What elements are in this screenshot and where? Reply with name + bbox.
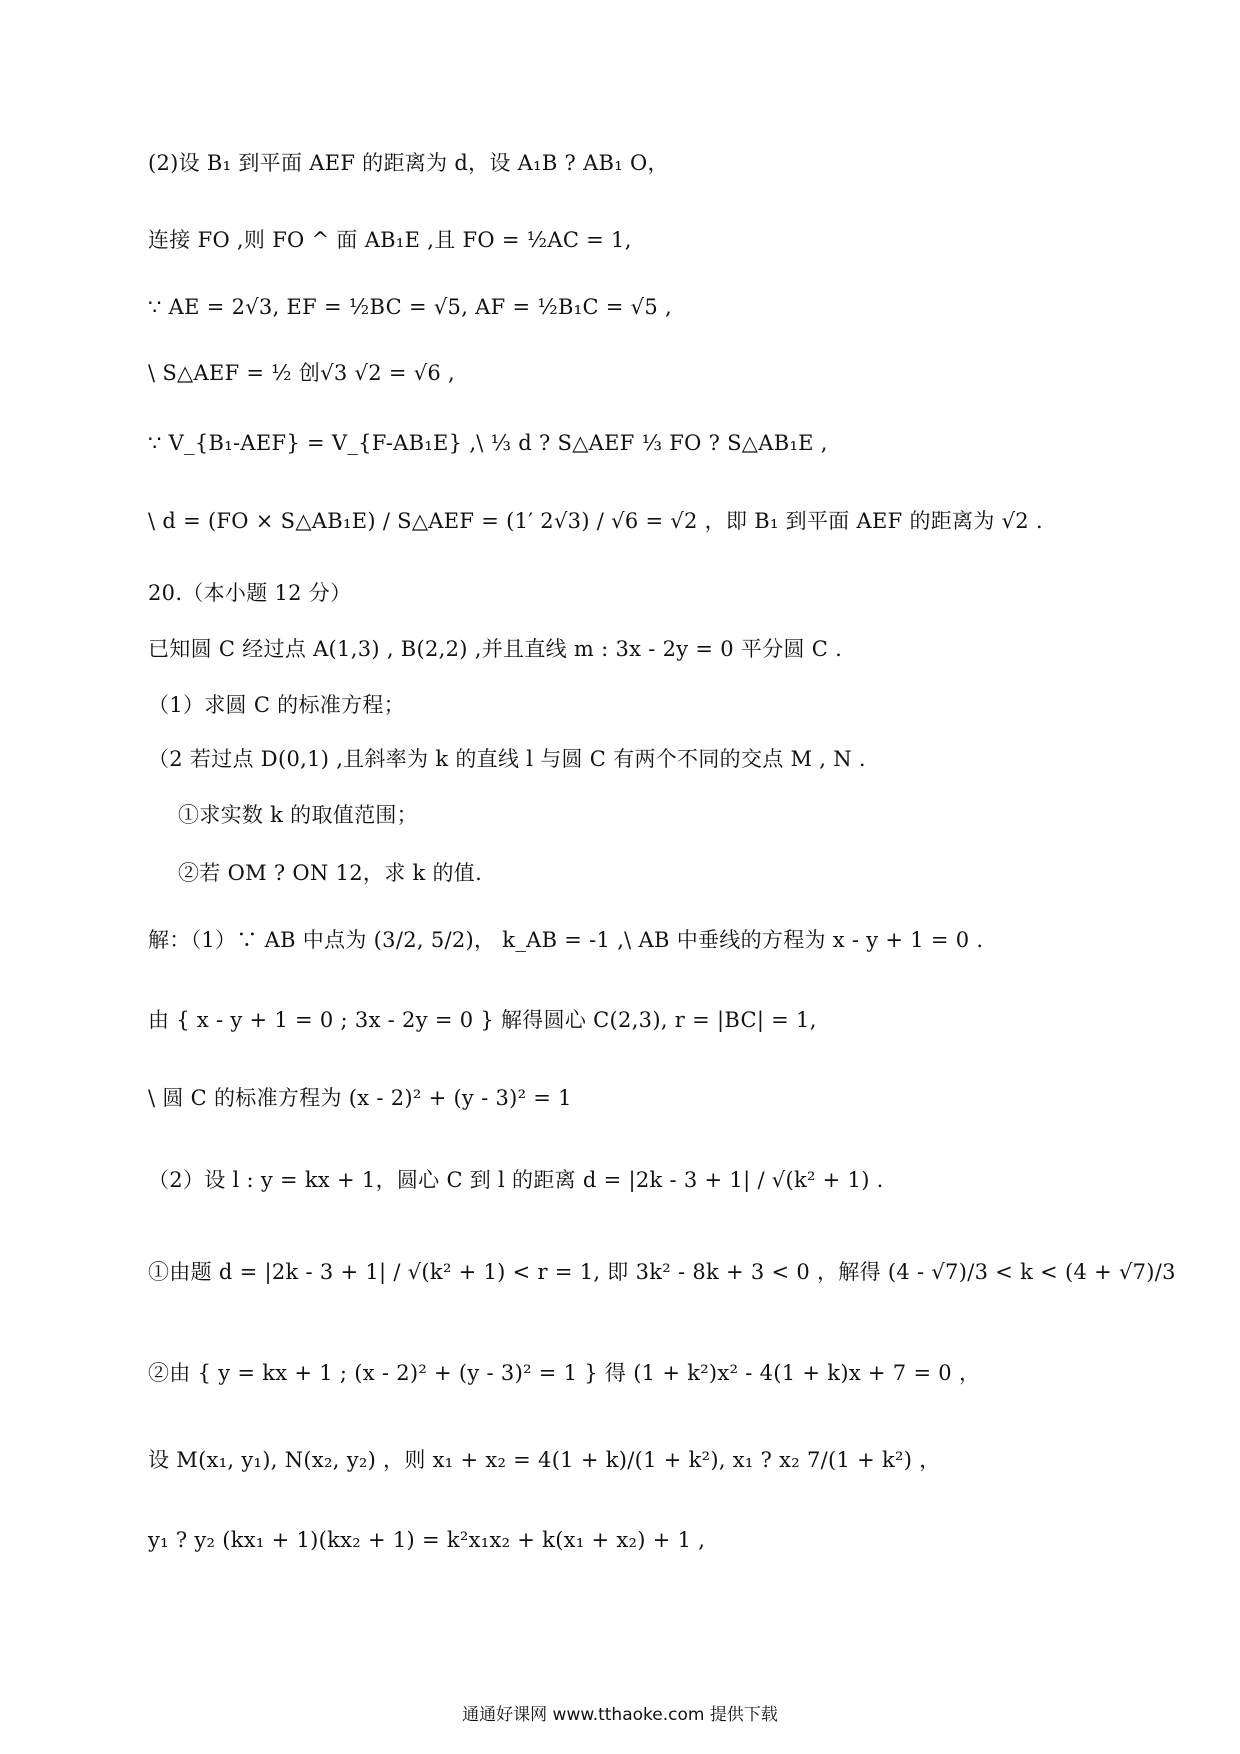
answer-line-6: ②由 { y = kx + 1 ; (x - 2)² + (y - 3)² = 1 } 得 (1 + k²)x² - 4(1 + k)x + 7 = 0 ，	[148, 1361, 981, 1385]
answer-line-2: 由 { x - y + 1 = 0 ; 3x - 2y = 0 } 解得圆心 C(2,3), r = |BC| = 1,	[148, 1008, 817, 1032]
solution-line-2: 连接 FO ,则 FO ^ 面 AB₁E ,且 FO = ½AC = 1,	[148, 228, 632, 252]
problem-20-part-2-1: ①求实数 k 的取值范围；	[178, 803, 418, 827]
problem-20-heading: 20.（本小题 12 分）	[148, 581, 352, 605]
solution-line-4: \ S△AEF = ½ 创√3 √2 = √6 ,	[148, 361, 456, 385]
answer-line-7: 设 M(x₁, y₁), N(x₂, y₂) ，则 x₁ + x₂ = 4(1 + k)/(1 + k²), x₁ ? x₂ 7/(1 + k²) ，	[148, 1448, 941, 1472]
answer-line-1: 解：（1）∵ AB 中点为 (3/2, 5/2)， k_AB = -1 ,\ AB 中垂线的方程为 x - y + 1 = 0 .	[148, 928, 984, 952]
solution-line-6: \ d = (FO × S△AB₁E) / S△AEF = (1′ 2√3) / √6 = √2 ，即 B₁ 到平面 AEF 的距离为 √2 .	[148, 509, 1043, 533]
solution-line-5: ∵ V_{B₁-AEF} = V_{F-AB₁E} ,\ ⅓ d ? S△AEF ⅓ FO ? S△AB₁E ,	[148, 431, 828, 455]
answer-line-8: y₁ ? y₂ (kx₁ + 1)(kx₂ + 1) = k²x₁x₂ + k(x₁ + x₂) + 1 ,	[148, 1528, 706, 1552]
answer-line-4: （2）设 l : y = kx + 1，圆心 C 到 l 的距离 d = |2k - 3 + 1| / √(k² + 1) .	[148, 1168, 884, 1192]
problem-20-part-2-2: ②若 OM ? ON 12，求 k 的值.	[178, 861, 483, 885]
solution-line-3: ∵ AE = 2√3, EF = ½BC = √5, AF = ½B₁C = √5 ,	[148, 295, 672, 319]
answer-line-3: \ 圆 C 的标准方程为 (x - 2)² + (y - 3)² = 1	[148, 1086, 572, 1110]
problem-20-statement: 已知圆 C 经过点 A(1,3) , B(2,2) ,并且直线 m : 3x - 2y = 0 平分圆 C .	[148, 637, 843, 661]
problem-20-part-2: （2 若过点 D(0,1) ,且斜率为 k 的直线 l 与圆 C 有两个不同的交点 M , N .	[148, 747, 866, 771]
problem-20-part-1: （1）求圆 C 的标准方程；	[148, 693, 405, 717]
page-footer: 通通好课网 www.tthaoke.com 提供下载	[462, 1705, 778, 1725]
solution-line-1: (2)设 B₁ 到平面 AEF 的距离为 d，设 A₁B ? AB₁ O，	[148, 151, 669, 175]
answer-line-5: ①由题 d = |2k - 3 + 1| / √(k² + 1) < r = 1, 即 3k² - 8k + 3 < 0 ，解得 (4 - √7)/3 < k < (4 + √7)/3	[148, 1260, 1176, 1284]
